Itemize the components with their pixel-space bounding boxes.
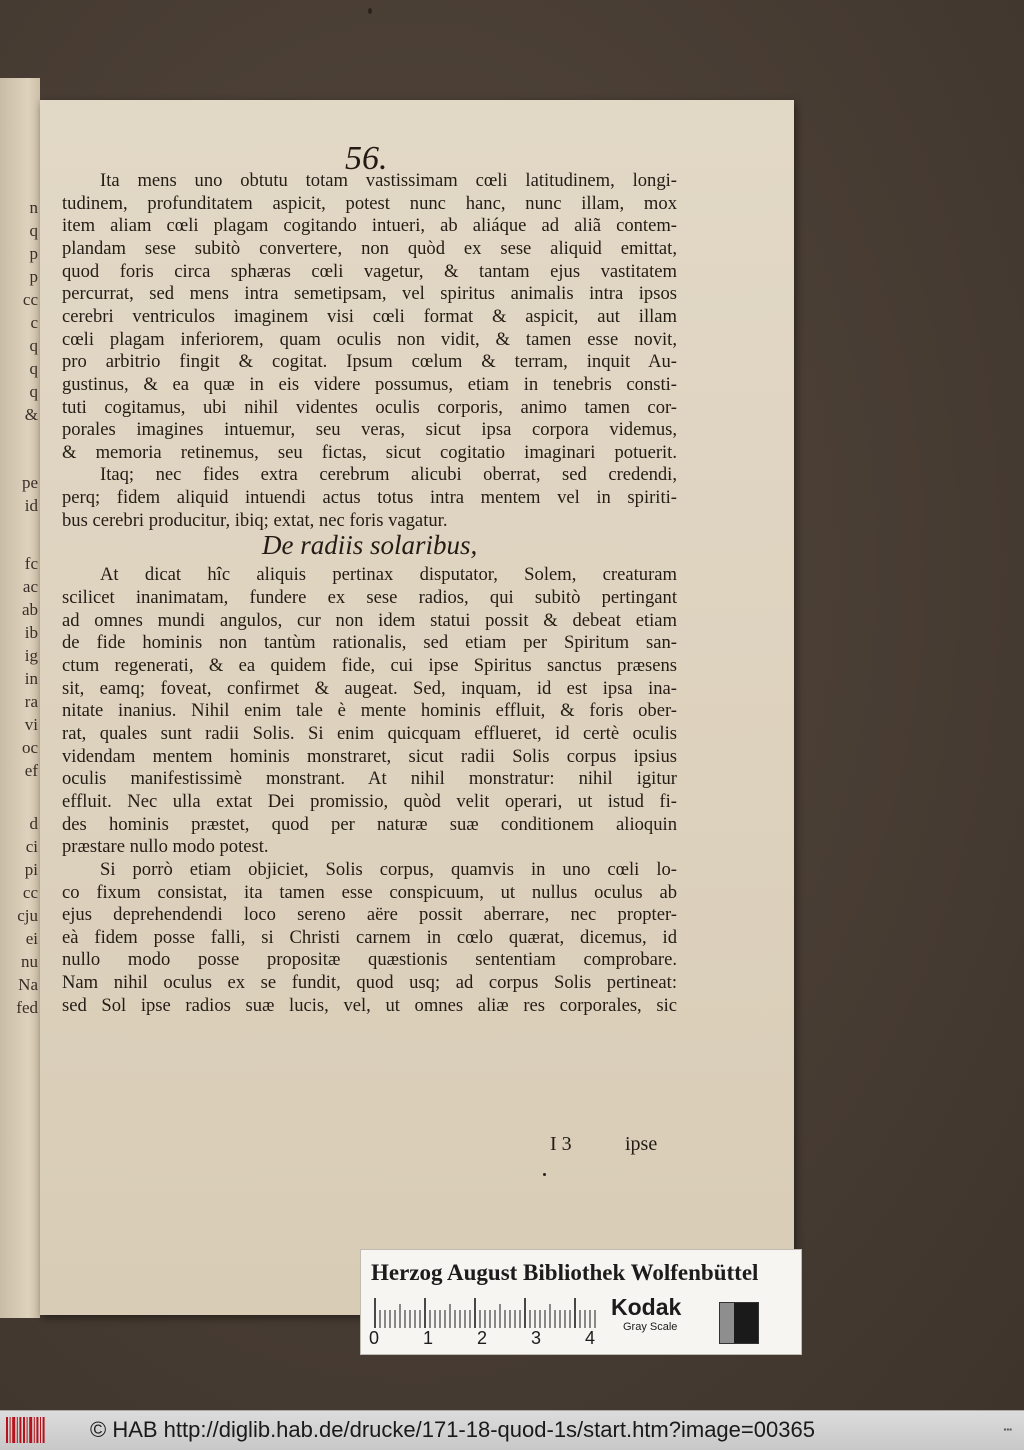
book-page — [40, 100, 794, 1315]
prev-page-fragment: cc — [22, 883, 38, 902]
text-line: effluit. Nec ulla extat Dei promissio, quòd velit operari, ut istud fi- — [62, 790, 677, 812]
text-line: co fixum consistat, ita tamen esse conspicuum, ut nullus oculus ab — [62, 881, 677, 903]
prev-page-fragment: pe — [21, 473, 38, 492]
prev-page-fragment: id — [24, 496, 38, 515]
text-line: gustinus, & ea quæ in eis videre possumus, etiam in tenebris consti- — [62, 373, 677, 395]
prev-page-fragment: ab — [21, 600, 38, 619]
text-line: ad omnes mundi angulos, cur non idem statui possit & debeat etiam — [62, 609, 677, 631]
prev-page-fragment: c — [30, 313, 38, 332]
prev-page-fragment: ra — [24, 692, 38, 711]
gray-scale-label: Gray Scale — [623, 1321, 678, 1333]
prev-page-fragment: ac — [22, 577, 38, 596]
prev-page-fragment: p — [29, 267, 38, 286]
prev-page-fragment: ef — [24, 761, 38, 780]
prev-page-fragment: pi — [24, 860, 38, 879]
catchword: ipse — [625, 1133, 658, 1155]
text-line: Nam nihil oculus ex se fundit, quod usq; ad corpus Solis pertineat: — [62, 972, 677, 994]
ruler-numbers — [369, 1328, 609, 1350]
text-line: rat, quales sunt radii Solis. Si enim quicquam efflueret, id certè oculis — [62, 722, 677, 744]
library-name: Herzog August Bibliothek Wolfenbüttel — [371, 1260, 759, 1285]
logo-bar — [12, 1417, 15, 1443]
text-line: scilicet inanimatam, fundere ex sese radios, qui subitò pertingant — [62, 587, 677, 609]
text-line: porales imagines intuemur, seu veras, sicut ipsa corpora videmus, — [62, 419, 677, 441]
signature-mark: I 3 — [550, 1133, 572, 1155]
prev-page-fragment: Na — [18, 975, 38, 994]
logo-bar — [17, 1417, 18, 1443]
prev-page-fragment: ci — [25, 837, 38, 856]
footer-marker: ▪▪▪ — [1003, 1425, 1012, 1434]
text-line: videndam mentem hominis monstraret, sicut radii Solis corpus ipsius — [62, 745, 677, 767]
ink-speck — [368, 8, 372, 14]
hab-barcode-logo-icon — [5, 1415, 47, 1445]
prev-page-fragment: q — [29, 221, 38, 240]
text-line: præstare nullo modo potest. — [62, 836, 269, 858]
prev-page-fragment: nu — [21, 952, 38, 971]
logo-bar — [34, 1417, 35, 1443]
copyright-url[interactable]: © HAB http://diglib.hab.de/drucke/171-18-quod-1s/start.htm?image=00365 — [90, 1417, 815, 1442]
prev-page-fragment: q — [29, 359, 38, 378]
text-line: At dicat hîc aliquis pertinax disputator, Solem, creaturam — [100, 564, 677, 586]
text-line: Ita mens uno obtutu totam vastissimam cœli latitudinem, longi- — [100, 170, 677, 191]
logo-bar — [23, 1417, 25, 1443]
page-text — [62, 170, 677, 1170]
text-line: Itaq; nec fides extra cerebrum alicubi oberrat, sed credendi, — [100, 464, 677, 486]
text-line: sed Sol ipse radios suæ lucis, vel, ut omnes aliæ res corporales, sic — [62, 994, 677, 1016]
logo-bar — [29, 1417, 32, 1443]
text-line: tudinem, profunditatem aspicit, potest nunc hanc, nunc illam, mox — [62, 192, 677, 214]
library-color-card — [360, 1249, 802, 1355]
logo-bar — [6, 1417, 8, 1443]
text-line: item aliam cœli plagam cogitando intueri, ab aliáque ad aliã contem- — [62, 215, 677, 237]
text-line: percurrat, sed mens intra semetipsam, vel spiritus animalis intra ipsos — [62, 283, 677, 305]
text-line: quod foris circa sphæras cœli vagetur, & tantam ejus vastitatem — [62, 260, 677, 282]
previous-page-edge — [0, 78, 40, 1318]
text-line: de fide hominis non tantùm rationalis, sed etiam per Spiritum san- — [62, 632, 677, 654]
ruler-number: 2 — [477, 1328, 488, 1348]
page-number: 56. — [345, 140, 388, 177]
text-line: oculis manifestissimè monstrant. At nihil monstratur: nihil igitur — [62, 768, 677, 790]
prev-page-fragment: q — [29, 336, 38, 355]
logo-bar — [19, 1417, 21, 1443]
prev-page-fragment: in — [24, 669, 38, 688]
prev-page-fragment: ei — [25, 929, 38, 948]
prev-page-fragment: q — [29, 382, 38, 401]
prev-page-fragment: vi — [24, 715, 38, 734]
text-line: eà fidem posse falli, si Christi carnem in cœlo quærat, dicemus, id — [62, 926, 677, 948]
text-line: Si porrò etiam objiciet, Solis corpus, quamvis in uno cœli lo- — [100, 858, 677, 880]
text-line: nitate inanius. Nihil enim tale è mente hominis effluit, & foris ober- — [62, 700, 677, 722]
text-line: des hominis præstet, quod per naturæ suæ conditionem alioquin — [62, 813, 677, 835]
gray-swatch-dark — [719, 1302, 759, 1344]
footer-bar — [0, 1410, 1024, 1450]
text-line: bus cerebri producitur, ibiq; extat, nec foris vagatur. — [62, 509, 448, 531]
text-line: ejus deprehendendi loco sereno aëre possit aberrare, nec propter- — [62, 904, 677, 926]
logo-bar — [27, 1417, 28, 1443]
text-line: sit, eamq; foveat, confirmet & augeat. Sed, inquam, id est ipsa ina- — [62, 677, 677, 699]
text-line: pro arbitrio fingit & cogitat. Ipsum cœlum & terram, inquit Au- — [62, 351, 677, 373]
text-line: cœli plagam inferiorem, quam oculis non vidit, & tamen esse novit, — [62, 328, 677, 350]
ruler-number: 1 — [423, 1328, 434, 1348]
ruler-number: 3 — [531, 1328, 542, 1348]
prev-page-fragment: fed — [16, 998, 38, 1017]
prev-page-fragment: & — [24, 405, 38, 424]
prev-page-fragment: n — [29, 198, 38, 217]
prev-page-fragment: p — [29, 244, 38, 263]
text-line: cerebri ventriculos imaginem visi cœli format & aspicit, aut illam — [62, 305, 677, 327]
ruler-ticks — [371, 1298, 597, 1328]
logo-bar — [36, 1417, 38, 1443]
ruler-number: 0 — [369, 1328, 380, 1348]
prev-page-fragment: d — [29, 814, 38, 833]
logo-bar — [43, 1417, 45, 1443]
prev-page-fragment: ig — [24, 646, 38, 665]
logo-bar — [40, 1417, 41, 1443]
text-line: perq; fidem aliquid intuendi actus totus intra mentem vel in spiriti- — [62, 487, 677, 509]
kodak-logo: Kodak — [611, 1294, 682, 1320]
prev-page-fragment: cc — [22, 290, 38, 309]
prev-page-fragment: cju — [17, 906, 38, 925]
ink-speck — [543, 1173, 546, 1176]
gray-swatch-light — [720, 1303, 734, 1343]
text-line: & memoria retinemus, seu fictas, sicut cogitatio imaginari potuerit. — [62, 441, 677, 463]
text-line: plandam sese subitò convertere, non quòd ex sese aliquid emittat, — [62, 237, 677, 259]
text-line: ctum regenerati, & ea quidem fide, cui ipse Spiritus sanctus præsens — [62, 655, 677, 676]
prev-page-fragment: oc — [21, 738, 38, 757]
text-line: nullo modo posse propositæ quæstionis sententiam comprobare. — [62, 949, 677, 971]
prev-page-fragment: ib — [24, 623, 38, 642]
ruler-number: 4 — [585, 1328, 596, 1348]
text-line: tuti cogitamus, ubi nihil videntes oculis corporis, animo tamen cor- — [62, 396, 677, 418]
prev-page-fragment: fc — [24, 554, 38, 573]
section-heading: De radiis solaribus, — [262, 530, 478, 561]
logo-bar — [10, 1417, 11, 1443]
